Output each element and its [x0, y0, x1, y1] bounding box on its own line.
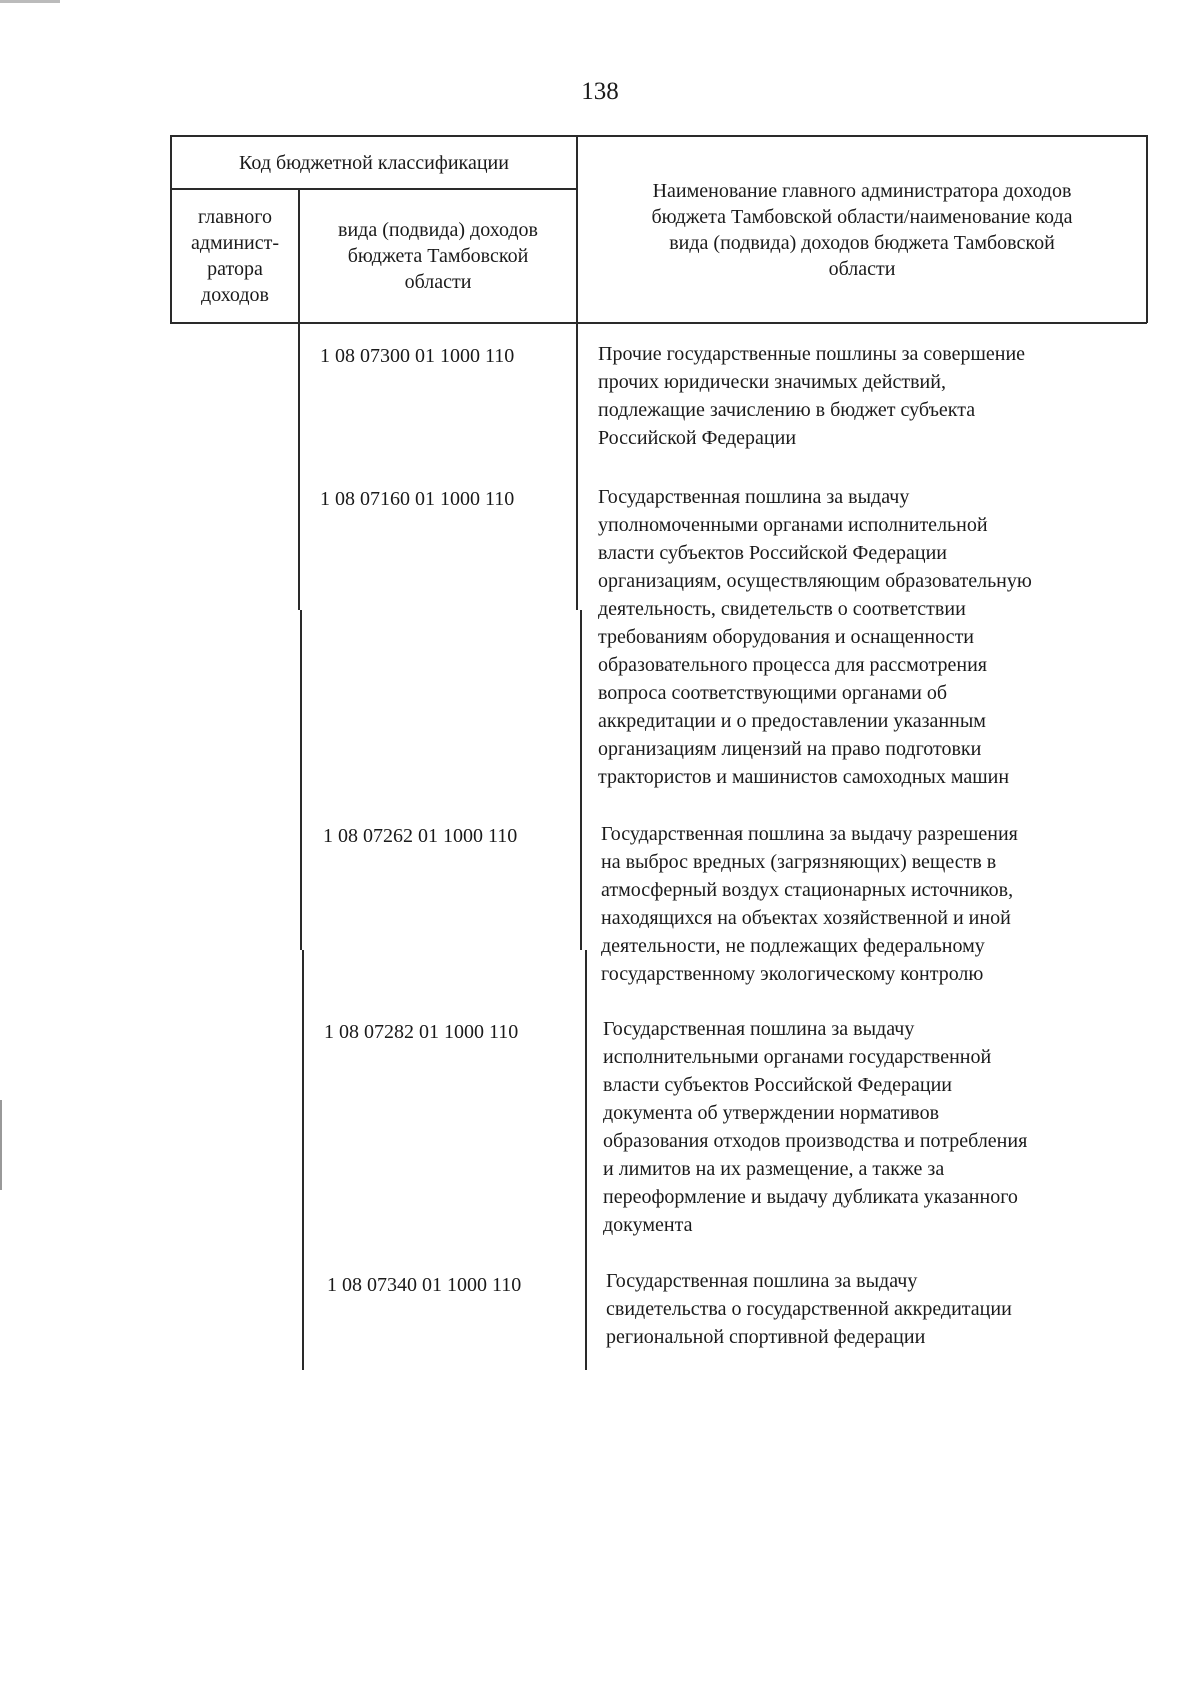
description-line: Государственная пошлина за выдачу — [606, 1270, 918, 1292]
income-code: 1 08 07262 01 1000 110 — [323, 825, 518, 847]
header-admin-column — [172, 190, 298, 322]
body-name-column-line — [580, 610, 582, 950]
header-group-title — [172, 137, 576, 188]
body-code-column-line — [298, 322, 300, 610]
description-line: документа — [603, 1214, 693, 1236]
description-line: Государственная пошлина за выдачу — [598, 486, 910, 508]
description-line: Государственная пошлина за выдачу — [603, 1018, 915, 1040]
description-line: власти субъектов Российской Федерации — [598, 542, 947, 564]
description-line: свидетельства о государственной аккредитации — [606, 1298, 1012, 1320]
page-number: 138 — [581, 78, 619, 105]
body-code-column-line — [302, 950, 304, 1370]
header-group-title-text: Код бюджетной классификации — [239, 151, 509, 174]
description-line: региональной спортивной федерации — [606, 1326, 926, 1348]
scan-artifact — [0, 1100, 2, 1190]
description-line: организациям, осуществляющим образовательную — [598, 570, 1032, 592]
description-line: переоформление и выдачу дубликата указанного — [603, 1186, 1018, 1208]
header-admin-line: админист- — [190, 232, 280, 254]
description-line: и лимитов на их размещение, а также за — [603, 1158, 945, 1180]
description-line: деятельности, не подлежащих федеральному — [601, 935, 985, 957]
description-line: государственному экологическому контролю — [601, 963, 984, 985]
description-line: уполномоченными органами исполнительной — [598, 514, 988, 536]
header-kind-column — [300, 190, 576, 322]
income-description — [598, 483, 1108, 791]
header-kind-line: бюджета Тамбовской — [347, 245, 529, 267]
description-line: Российской Федерации — [598, 427, 797, 449]
table-right-border — [1146, 135, 1148, 323]
description-line: образования отходов производства и потребления — [603, 1130, 1028, 1152]
body-name-column-line — [585, 950, 587, 1370]
description-line: аккредитации и о предоставлении указанным — [598, 710, 986, 732]
header-name-line: вида (подвида) доходов бюджета Тамбовской — [669, 231, 1055, 254]
description-line: исполнительными органами государственной — [603, 1046, 992, 1068]
income-code: 1 08 07300 01 1000 110 — [320, 345, 515, 367]
income-description — [601, 820, 1111, 988]
description-line: образовательного процесса для рассмотрения — [598, 654, 988, 676]
description-line: документа об утверждении нормативов — [603, 1102, 940, 1124]
income-code: 1 08 07160 01 1000 110 — [320, 488, 515, 510]
description-line: власти субъектов Российской Федерации — [603, 1074, 952, 1096]
description-line: атмосферный воздух стационарных источников, — [601, 879, 1014, 901]
header-kind-line: вида (подвида) доходов — [338, 219, 538, 241]
description-line: Прочие государственные пошлины за совершение — [598, 343, 1026, 365]
header-name-line: бюджета Тамбовской области/наименование кода — [651, 205, 1073, 228]
body-code-column-line — [300, 610, 302, 950]
description-line: требованиям оборудования и оснащенности — [598, 626, 975, 648]
header-admin-line: доходов — [201, 284, 269, 306]
income-code: 1 08 07282 01 1000 110 — [324, 1021, 519, 1043]
description-line: подлежащие зачислению в бюджет субъекта — [598, 399, 976, 421]
description-line: находящихся на объектах хозяйственной и иной — [601, 907, 1011, 929]
income-description — [603, 1015, 1113, 1239]
header-name-column — [578, 137, 1146, 322]
income-description — [606, 1267, 1116, 1351]
header-bottom-border — [170, 322, 1147, 324]
description-line: Государственная пошлина за выдачу разрешения — [601, 823, 1018, 845]
header-admin-line: главного — [198, 206, 272, 228]
description-line: деятельность, свидетельств о соответствии — [598, 598, 966, 620]
description-line: прочих юридически значимых действий, — [598, 371, 946, 393]
description-line: трактористов и машинистов самоходных машин — [598, 766, 1010, 788]
header-name-line: Наименование главного администратора доходов — [652, 179, 1072, 202]
header-admin-line: ратора — [207, 258, 263, 280]
description-line: на выброс вредных (загрязняющих) веществ в — [601, 851, 997, 873]
income-description — [598, 340, 1108, 452]
header-name-line: области — [828, 257, 896, 280]
header-kind-line: области — [404, 271, 472, 293]
scan-artifact — [0, 0, 60, 3]
description-line: вопроса соответствующими органами об — [598, 682, 948, 704]
body-name-column-line — [576, 322, 578, 610]
income-code: 1 08 07340 01 1000 110 — [327, 1274, 522, 1296]
description-line: организациям лицензий на право подготовки — [598, 738, 982, 760]
